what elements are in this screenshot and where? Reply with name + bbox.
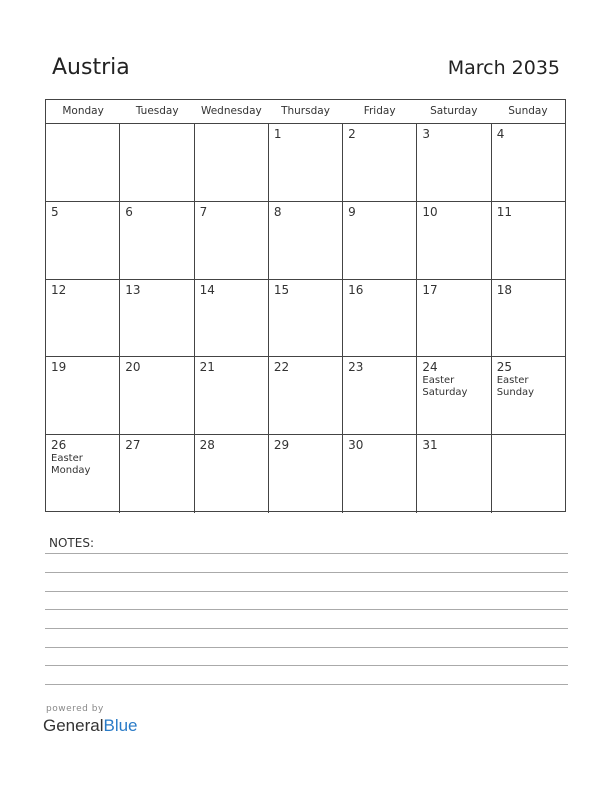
month-title: March 2035 (447, 57, 560, 79)
note-line (45, 553, 568, 554)
calendar-grid (45, 99, 566, 512)
day-number: 22 (273, 360, 290, 375)
day-cell (343, 124, 417, 201)
country-title: Austria (52, 55, 130, 80)
day-cell (417, 357, 491, 434)
day-cell (46, 280, 120, 357)
weekday-thursday: Thursday (281, 105, 330, 117)
day-number: 11 (496, 204, 512, 219)
day-cell (195, 202, 269, 279)
day-cell (492, 124, 565, 201)
note-line (45, 572, 568, 573)
weekday-wednesday: Wednesday (200, 105, 262, 117)
day-number: 17 (422, 282, 438, 297)
day-number: 31 (422, 438, 438, 453)
weekday-sunday: Sunday (508, 105, 548, 117)
calendar-week (46, 435, 565, 513)
day-number: 23 (348, 360, 364, 375)
day-cell (120, 124, 194, 201)
day-cell (46, 124, 120, 201)
day-number: 12 (51, 282, 67, 297)
notes-label: NOTES: (49, 536, 94, 550)
day-number: 4 (496, 127, 505, 141)
day-cell (46, 357, 120, 434)
day-cell (343, 357, 417, 434)
day-number: 16 (348, 282, 364, 297)
day-number: 1 (273, 127, 282, 141)
day-number: 3 (422, 127, 431, 141)
day-cell (343, 435, 417, 513)
holiday-label: Easter Saturday (422, 375, 468, 399)
day-number: 20 (125, 360, 141, 375)
day-cell (46, 435, 120, 513)
day-number: 29 (273, 438, 290, 453)
day-cell (492, 435, 565, 513)
note-line (45, 684, 568, 685)
day-number: 13 (125, 282, 141, 297)
note-line (45, 647, 568, 648)
day-cell (269, 124, 343, 201)
day-cell (120, 357, 194, 434)
day-cell (195, 357, 269, 434)
brand-general-text: General (43, 716, 104, 735)
day-number: 18 (496, 282, 512, 297)
day-cell (417, 202, 491, 279)
day-cell (120, 202, 194, 279)
note-line (45, 628, 568, 629)
day-number: 14 (199, 282, 215, 297)
calendar-week (46, 202, 565, 280)
day-cell (120, 435, 194, 513)
day-cell (417, 124, 491, 201)
note-line (45, 591, 568, 592)
day-cell (269, 280, 343, 357)
day-cell (492, 280, 565, 357)
day-number: 15 (273, 282, 290, 297)
day-number: 19 (51, 360, 67, 375)
day-number: 25 (496, 360, 512, 375)
day-number: 30 (348, 438, 364, 453)
day-cell (492, 202, 565, 279)
day-cell (46, 202, 120, 279)
day-cell (269, 202, 343, 279)
day-cell (492, 357, 565, 434)
weekday-friday: Friday (363, 105, 396, 117)
day-number: 24 (422, 360, 438, 375)
day-cell (120, 280, 194, 357)
day-number: 7 (199, 204, 208, 219)
brand-blue-text: Blue (103, 716, 138, 735)
day-cell (417, 280, 491, 357)
holiday-label: Easter Sunday (496, 375, 535, 399)
day-cell (343, 202, 417, 279)
day-number: 21 (199, 360, 215, 375)
day-cell (269, 435, 343, 513)
weekday-tuesday: Tuesday (135, 105, 179, 117)
day-number: 26 (51, 438, 67, 453)
day-number: 5 (51, 204, 59, 219)
day-number: 10 (422, 204, 438, 219)
powered-by-text: powered by (46, 704, 104, 714)
day-cell (195, 435, 269, 513)
calendar-week (46, 124, 565, 202)
day-cell (343, 280, 417, 357)
calendar-week (46, 357, 565, 435)
day-number: 27 (125, 438, 141, 453)
day-cell (195, 280, 269, 357)
day-cell (195, 124, 269, 201)
day-number: 9 (348, 204, 356, 219)
weekday-header (46, 100, 565, 124)
weekday-saturday: Saturday (430, 105, 478, 117)
holiday-label: Easter Monday (51, 453, 91, 477)
note-line (45, 609, 568, 610)
generalblue-logo[interactable] (43, 716, 138, 736)
day-cell (417, 435, 491, 513)
note-line (45, 665, 568, 666)
day-number: 2 (348, 127, 356, 141)
day-number: 8 (273, 204, 282, 219)
day-number: 28 (199, 438, 215, 453)
day-cell (269, 357, 343, 434)
day-number: 6 (125, 204, 133, 219)
weekday-monday: Monday (62, 105, 104, 117)
calendar-week (46, 280, 565, 358)
